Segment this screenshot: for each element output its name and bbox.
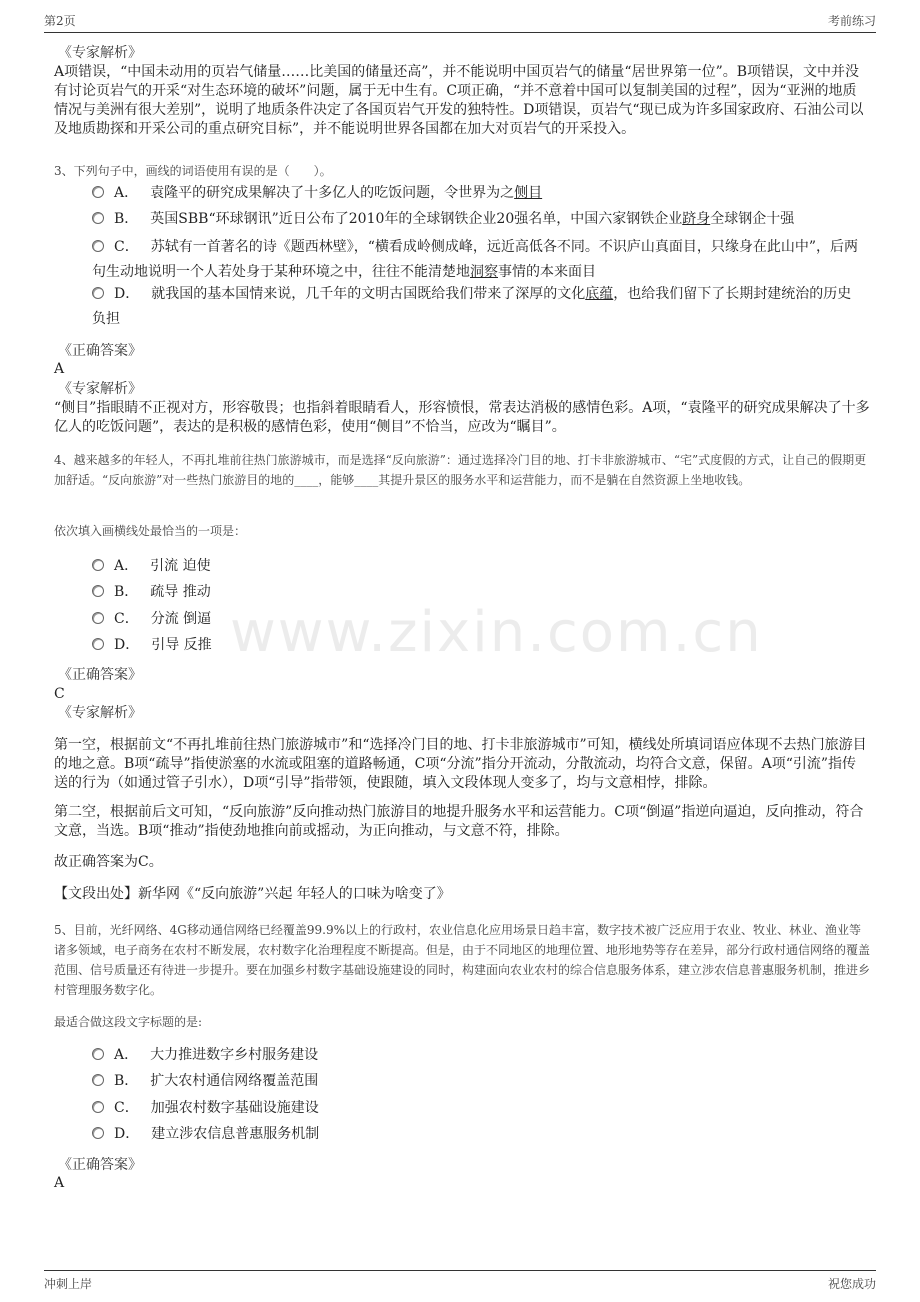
option-4c[interactable]: C． 分流 倒逼 bbox=[92, 607, 862, 632]
page-number: 第2页 bbox=[44, 14, 76, 28]
expert-analysis-label: 《专家解析》 bbox=[58, 45, 142, 61]
header-title: 考前练习 bbox=[827, 14, 876, 28]
correct-answer: A bbox=[54, 361, 65, 377]
expert-analysis-label: 《专家解析》 bbox=[58, 381, 142, 397]
expert-analysis-label: 《专家解析》 bbox=[58, 705, 142, 721]
option-5d[interactable]: D． 建立涉农信息普惠服务机制 bbox=[92, 1122, 862, 1147]
analysis-paragraph-2: 第二空，根据前后文可知，“反向旅游”反向推动热门旅游目的地提升服务水平和运营能力。C项“倒逼”指逆向逼迫，反向推动，符合文意，当选。B项“推动”指使劲地推向前或摇动，为正向推动，与文意不符，排除。 bbox=[54, 804, 864, 839]
radio-icon[interactable] bbox=[92, 612, 104, 624]
watermark: www.zixin.com.cn bbox=[230, 600, 763, 665]
underlined-word: 跻身 bbox=[682, 211, 711, 227]
analysis-paragraph-1: 第一空，根据前文“不再扎堆前往热门旅游城市”和“选择冷门目的地、打卡非旅游城市”可知，横线处所填词语应体现不去热门旅游目的地之意。B项“疏导”指使淤塞的水流或阻塞的道路畅通，C项“分流”指分开流动，分散流动，均符合文意，保留。A项“引流”指传送的行为（如通过管子引水），D项“引导”指带领，使跟随，填入文段体现人变多了，均与文意相悖，排除。 bbox=[54, 737, 867, 791]
footer-right: 祝您成功 bbox=[827, 1277, 876, 1291]
radio-icon[interactable] bbox=[92, 186, 104, 198]
radio-icon[interactable] bbox=[92, 1048, 104, 1060]
radio-icon[interactable] bbox=[92, 638, 104, 650]
correct-answer: C bbox=[54, 686, 65, 702]
analysis-conclusion: 故正确答案为C。 bbox=[54, 854, 163, 870]
radio-icon[interactable] bbox=[92, 240, 104, 252]
passage-source: 【文段出处】新华网《“反向旅游”兴起 年轻人的口味为啥变了》 bbox=[54, 886, 451, 902]
radio-icon[interactable] bbox=[92, 1127, 104, 1139]
option-3c[interactable]: C． 苏轼有一首著名的诗《题西林壁》，“横看成岭侧成峰，远近高低各不同。不识庐山真面目，只缘身在此山中”，后两句生动地说明一个人若处身于某种环境之中，往往不能清楚地洞察事情的本来面目 bbox=[92, 239, 859, 280]
underlined-word: 洞察 bbox=[470, 264, 498, 280]
question-4-prompt: 依次填入画横线处最恰当的一项是： bbox=[54, 524, 247, 538]
question-5-stem: 5、目前，光纤网络、4G移动通信网络已经覆盖99.9%以上的行政村，农业信息化应用场景日趋丰富，数字技术被广泛应用于农业、牧业、林业、渔业等诸多领域，电子商务在农村不断发展，农村数字化治理程度不断提高。但是，由于不同地区的地理位置、地形地势等存在差异，部分行政村通信网络的覆盖范围、信号质量还有待进一步提升。要在加强乡村数字基础设施建设的同时，构建面向农业农村的综合信息服务体系，建立涉农信息普惠服务机制，推进乡村管理服务数字化。 bbox=[54, 923, 871, 997]
radio-icon[interactable] bbox=[92, 559, 104, 571]
underlined-word: 底蕴 bbox=[585, 286, 614, 302]
correct-answer-label: 《正确答案》 bbox=[58, 1157, 142, 1173]
question-5-prompt: 最适合做这段文字标题的是: bbox=[54, 1015, 203, 1029]
radio-icon[interactable] bbox=[92, 212, 104, 224]
option-3d[interactable]: D． 就我国的基本国情来说，几千年的文明古国既给我们带来了深厚的文化底蕴，也给我们留下了长期封建统治的历史负担 bbox=[92, 286, 852, 327]
radio-icon[interactable] bbox=[92, 1101, 104, 1113]
question-4-stem: 4、越来越多的年轻人，不再扎堆前往热门旅游城市，而是选择“反向旅游”：通过选择冷门目的地、打卡非旅游城市、“宅”式度假的方式，让自己的假期更加舒适。“反向旅游”对一些热门旅游目的地的____，能够____其提升景区的服务水平和运营能力，而不是躺在自然资源上坐地收钱。 bbox=[54, 453, 867, 487]
option-4a[interactable]: A． 引流 迫使 bbox=[92, 554, 862, 579]
option-5a[interactable]: A． 大力推进数字乡村服务建设 bbox=[92, 1043, 862, 1068]
correct-answer-label: 《正确答案》 bbox=[58, 343, 142, 359]
analysis-text: “侧目”指眼睛不正视对方，形容敬畏；也指斜着眼睛看人，形容愤恨，常表达消极的感情色彩。A项，“袁隆平的研究成果解决了十多亿人的吃饭问题”，表达的是积极的感情色彩，使用“侧目”不恰当，应改为“瞩目”。 bbox=[54, 400, 870, 435]
page-footer bbox=[44, 1270, 876, 1293]
radio-icon[interactable] bbox=[92, 585, 104, 597]
radio-icon[interactable] bbox=[92, 1074, 104, 1086]
radio-icon[interactable] bbox=[92, 287, 104, 299]
option-4d[interactable]: D． 引导 反推 bbox=[92, 633, 862, 658]
underlined-word: 侧目 bbox=[514, 185, 543, 201]
question-3-stem: 3、下列句子中，画线的词语使用有误的是（ ）。 bbox=[54, 164, 332, 178]
correct-answer: A bbox=[54, 1175, 65, 1191]
option-5b[interactable]: B． 扩大农村通信网络覆盖范围 bbox=[92, 1069, 862, 1094]
option-4b[interactable]: B． 疏导 推动 bbox=[92, 580, 862, 605]
analysis-text: A项错误，“中国未动用的页岩气储量……比美国的储量还高”，并不能说明中国页岩气的储量“居世界第一位”。B项错误，文中并没有讨论页岩气的开采“对生态环境的破坏”问题，属于无中生有。C项正确，“并不意着中国可以复制美国的过程”，因为“亚洲的地质情况与美洲有很大差别”，说明了地质条件决定了各国页岩气开发的独特性。D项错误，页岩气“现已成为许多国家政府、石油公司以及地质勘探和开采公司的重点研究目标”，并不能说明世界各国都在加大对页岩气的开采投入。 bbox=[54, 64, 864, 137]
correct-answer-label: 《正确答案》 bbox=[58, 667, 142, 683]
option-3b[interactable]: B． 英国SBB“环球钢讯”近日公布了2010年的全球钢铁企业20强名单，中国六家钢铁企业跻身全球钢企十强 bbox=[92, 207, 862, 232]
page-header bbox=[44, 10, 876, 33]
footer-left: 冲刺上岸 bbox=[44, 1277, 93, 1291]
option-5c[interactable]: C． 加强农村数字基础设施建设 bbox=[92, 1096, 862, 1121]
option-3a[interactable]: A． 袁隆平的研究成果解决了十多亿人的吃饭问题，令世界为之侧目 bbox=[92, 181, 862, 206]
